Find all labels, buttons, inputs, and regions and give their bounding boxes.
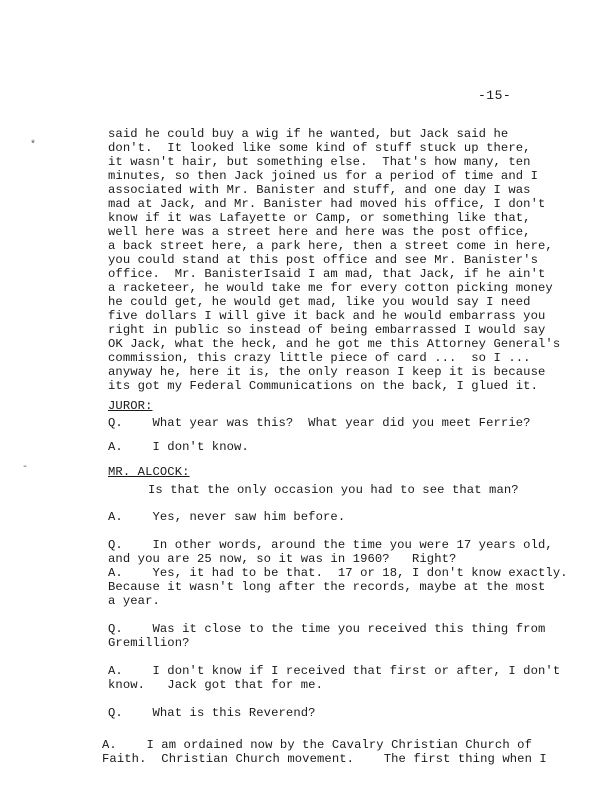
question-line: Q. Was it close to the time you received this thing from (108, 622, 546, 636)
question-line: Is that the only occasion you had to see that man? (148, 483, 519, 497)
text-line: it wasn't hair, but something else. That's how many, ten (108, 155, 531, 169)
text-line: said he could buy a wig if he wanted, but Jack said he (108, 127, 509, 141)
answer-line: know. Jack got that for me. (108, 678, 323, 692)
answer-line: A. I don't know. (108, 440, 249, 454)
speaker-label-juror: JUROR: (108, 399, 153, 413)
text-line: mad at Jack, and Mr. Banister had moved his office, I don't (108, 197, 546, 211)
answer-line: a year. (108, 594, 160, 608)
text-line: commission, this crazy little piece of card ... so I ... (108, 351, 531, 365)
question-line: and you are 25 now, so it was in 1960? Right? (108, 552, 457, 566)
margin-speck: - (22, 462, 29, 473)
text-line: a back street here, a park here, then a street come in here, (108, 239, 553, 253)
speaker-label-alcock: MR. ALCOCK: (108, 465, 190, 479)
text-line: know if it was Lafayette or Camp, or something like that, (108, 211, 531, 225)
answer-line: A. Yes, it had to be that. 17 or 18, I don't know exactly. (108, 566, 568, 580)
page-number: -15- (478, 88, 512, 103)
text-line: a racketeer, he would take me for every cotton picking money (108, 281, 553, 295)
text-line: he could get, he would get mad, like you would say I need (108, 295, 531, 309)
question-line: Gremillion? (108, 636, 190, 650)
text-line: its got my Federal Communications on the back, I glued it. (108, 379, 538, 393)
margin-speck: * (30, 140, 37, 151)
answer-line: A. I don't know if I received that first or after, I don't (108, 664, 561, 678)
question-line: Q. In other words, around the time you were 17 years old, (108, 538, 553, 552)
answer-line: Faith. Christian Church movement. The first thing when I (102, 752, 547, 766)
text-line: associated with Mr. Banister and stuff, and one day I was (108, 183, 531, 197)
question-line: Q. What is this Reverend? (108, 706, 316, 720)
text-line: five dollars I will give it back and he would embarrass you (108, 309, 546, 323)
text-line: office. Mr. BanisterIsaid I am mad, that Jack, if he ain't (108, 267, 546, 281)
text-line: well here was a street here and here was the post office, (108, 225, 531, 239)
answer-line: Because it wasn't long after the records, maybe at the most (108, 580, 546, 594)
text-line: don't. It looked like some kind of stuff stuck up there, (108, 141, 531, 155)
answer-line: A. Yes, never saw him before. (108, 510, 346, 524)
text-line: OK Jack, what the heck, and he got me this Attorney General's (108, 337, 561, 351)
text-line: minutes, so then Jack joined us for a period of time and I (108, 169, 538, 183)
text-line: you could stand at this post office and see Mr. Banister's (108, 253, 538, 267)
text-line: anyway he, here it is, the only reason I keep it is because (108, 365, 546, 379)
question-line: Q. What year was this? What year did you meet Ferrie? (108, 416, 531, 430)
text-line: right in public so instead of being embarrassed I would say (108, 323, 546, 337)
answer-line: A. I am ordained now by the Cavalry Christian Church of (102, 738, 532, 752)
